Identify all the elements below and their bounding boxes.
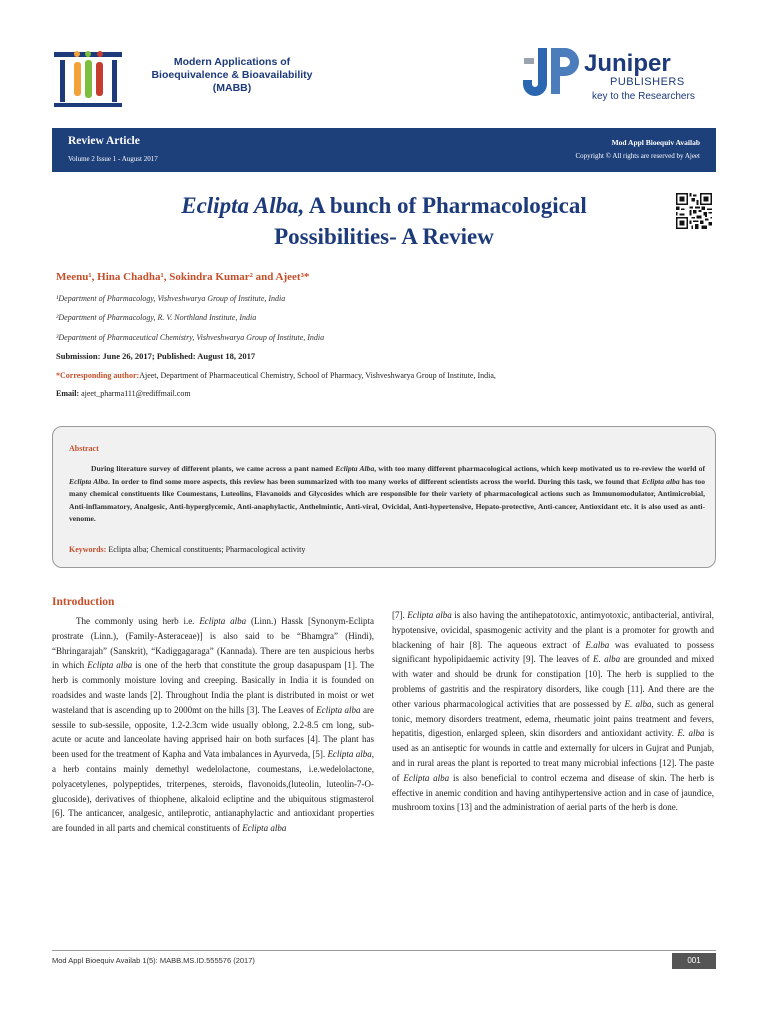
keywords-label: Keywords: xyxy=(69,545,107,554)
publisher-name: Juniper xyxy=(584,50,671,77)
article-type: Review Article xyxy=(68,135,140,147)
submission-dates: Submission: June 26, 2017; Published: August 18, 2017 xyxy=(56,351,256,361)
journal-logo-text: Modern Applications of Bioequivalence & Bioavailability (MABB) xyxy=(151,56,313,94)
footer-citation: Mod Appl Bioequiv Availab 1(5): MABB.MS.ID.555576 (2017) xyxy=(52,956,255,965)
body-column-left: The commonly using herb i.e. Eclipta alba (Linn.) Hassk [Synonym-Eclipta prostrate (Linn.), (Family-Asteraceae)] is also said to be “Bhamgra” (Hindi), “Bhringarajah” (Sanskrit), “Kadiggagaraga” (Kannada). There are ten auspicious herbs in which Eclipta alba is one of the herb that constitute the group dasapuspam [1]. The herb is commonly moisture loving and creeping. Basically in India it is founded on roadsides and waste lands [2]. Throughout India the plant is distributed in moist or wet wasteland that is ascending up to 2000mt on the hills [3]. The Leaves of Eclipta alba are sessile to sub-sessile, opposite, 1.2-2.3cm wide usually oblong, 2.2-8.5 cm long, sub-acute or acute and lanceolate having apprised hair on both surfaces [4]. The plant has been used for the treatment of Kapha and Vata imbalances in Ayurveda, [5]. Eclipta alba, a herb contains mainly demethyl wedelolactone, coumestans, i.e.wedelolactone, polyacetylenes, polypeptides, triterpenes, steroids, flavonoids,(luteolin, luteolin-7-O-glucoside), derivatives of thiophene, alkaloid ecliptine and the ubiquitous stigmasterol [6]. The anticancer, analgesic, antileprotic, antianaphylactic and antioxidant properties are founded in all parts and chemical constituents of Eclipta alba xyxy=(52,616,374,834)
affiliation-3: ³Department of Pharmaceutical Chemistry, Vishveshwarya Group of Institute, India xyxy=(56,333,325,342)
article-title xyxy=(100,190,668,252)
affiliation-1: ¹Department of Pharmacology, Vishveshwarya Group of Institute, India xyxy=(56,294,286,303)
publisher-tagline: key to the Researchers xyxy=(592,91,695,102)
title-line2: Possibilities- A Review xyxy=(274,224,494,249)
section-heading-introduction: Introduction xyxy=(52,596,115,608)
volume-info: Volume 2 Issue 1 - August 2017 xyxy=(68,155,158,163)
affiliation-2: ²Department of Pharmacology, R. V. Northland Institute, India xyxy=(56,313,257,322)
journal-abbrev: Mod Appl Bioequiv Availab xyxy=(611,138,700,147)
authors: Meenu¹, Hina Chadha¹, Sokindra Kumar² and Ajeet³* xyxy=(56,271,310,283)
article-band xyxy=(52,128,716,172)
juniper-publishers-logo xyxy=(520,44,720,106)
corresponding-author xyxy=(56,371,496,380)
keywords xyxy=(69,545,305,554)
page-number: 001 xyxy=(672,953,716,969)
qr-code-icon xyxy=(676,193,712,229)
body-column-right: [7]. Eclipta alba is also having the antihepatotoxic, antimyotoxic, antibacterial, antiviral, hypotensive, ovicidal, spasmogenic activity and the plant is a promoter for growth and blackening of hair [8]. The aqueous extract of E.alba was evaluated to possess significant hypolipidaemic activity [9]. The leaves of E. alba are grounded and mixed with water and should be drunk for constipation [10]. The herb is supplied to the problems of gastritis and the respiratory disorders, like cough [11]. And there are the other various pharmacological activities that are possessed by E. alba, such as general tonic, memory disorders treatment, edema, rheumatic joint pains treatment and fevers, hepatitis, digestion, enlarged spleen, skin disorders and antioxidant activity. E. alba is used as an antiseptic for wounds in cattle and externally for ulcers in Gujrat and Punjab, and in rural areas the plant is reported to treat many microbial infections [12]. The paste of Eclipta alba is also beneficial to control eczema and disease of skin. The herb is effective in anemic condition and having antihypertensive action and in case of jaundice, mushroom toxins [13] and the administration of aerial parts of the herb is done. xyxy=(392,610,715,813)
title-italic: Eclipta Alba, xyxy=(181,193,305,218)
copyright: Copyright © All rights are reserved by Ajeet xyxy=(575,152,700,160)
corresponding-text: Ajeet, Department of Pharmaceutical Chemistry, School of Pharmacy, Vishveshwarya Group of Institute, India, xyxy=(139,371,496,380)
publisher-sub: PUBLISHERS xyxy=(610,76,685,88)
corresponding-label: *Corresponding author: xyxy=(56,371,140,380)
mabb-logo xyxy=(52,46,126,110)
abstract-box xyxy=(52,426,716,568)
keywords-text: Eclipta alba; Chemical constituents; Pharmacological activity xyxy=(106,545,306,554)
abstract-text: During literature survey of different plants, we came across a pant named Eclipta Alba, with too many different pharmacological actions, which keep motivated us to re-review the world of Eclipta Alba. In order to find some more aspects, this review has been summarized with too many works of different scientists across the world. During this task, we found that Eclipta alba has too many chemical constituents like Coumestans, Luteolins, Flavanoids and Glycosides which are responsible for their variety of pharmacological actions such as Immunomodulator, Antimicrobial, Anti-inflammatory, Analgesic, Anti-hyperglycemic, Anti-anaphylactic, Anthelmintic, Anti-viral, Ovicidal, Anti-hypertensive, Hepato-protective, Anti-cancer, Antioxidant etc. it is also used as anti-venome. xyxy=(69,464,705,524)
jp-mark-icon xyxy=(520,44,582,106)
email-line xyxy=(56,389,191,398)
email-link[interactable]: ajeet_pharma111@rediffmail.com xyxy=(81,389,191,398)
footer-divider xyxy=(52,950,716,951)
email-label: Email: xyxy=(56,389,80,398)
abstract-heading: Abstract xyxy=(69,444,99,453)
title-line1: A bunch of Pharmacological xyxy=(304,193,587,218)
